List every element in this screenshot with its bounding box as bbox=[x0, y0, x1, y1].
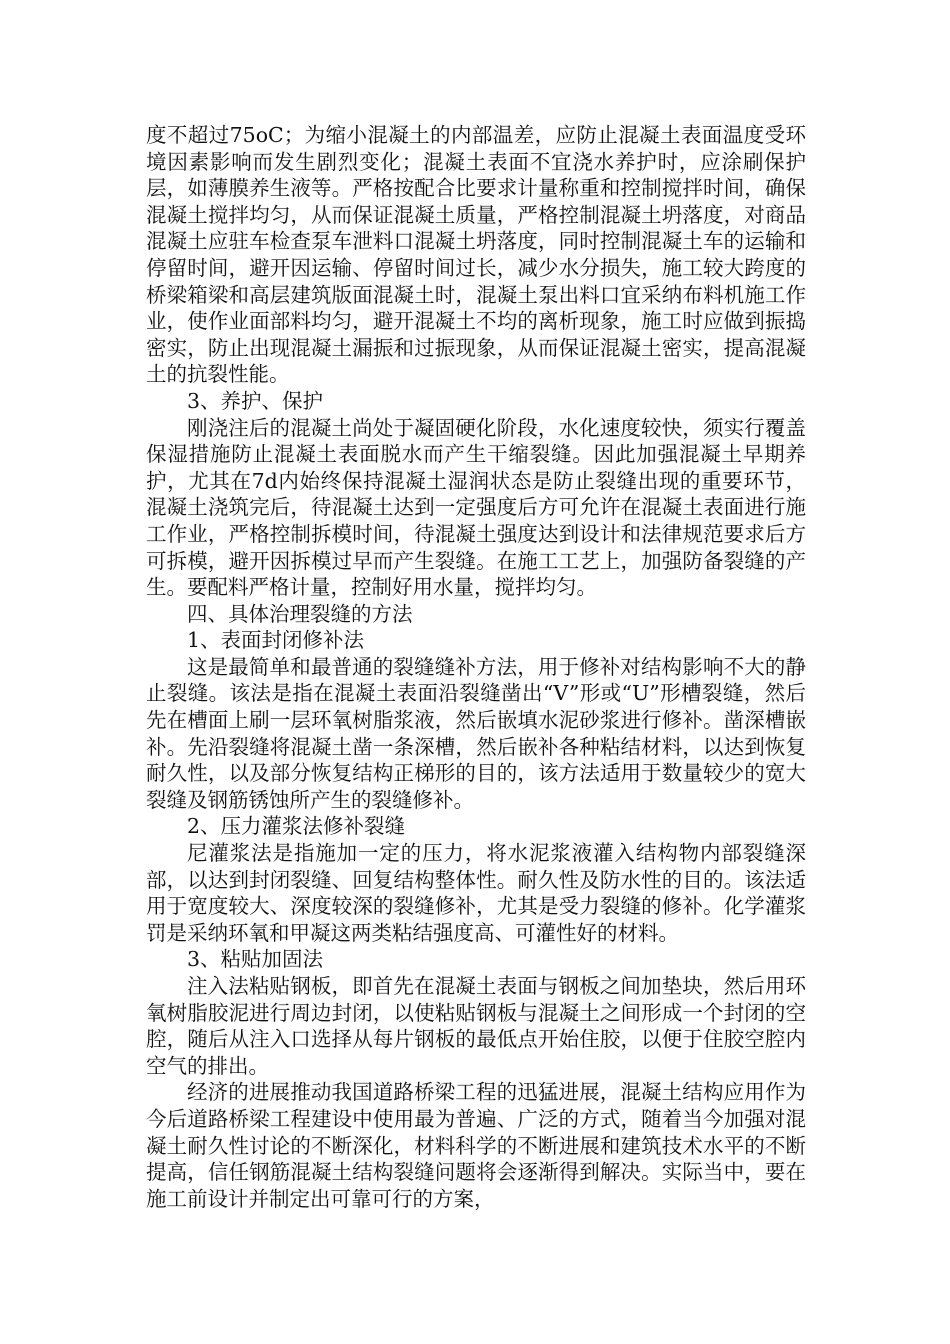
heading-bonding-reinforcement: 3、粘贴加固法 bbox=[187, 947, 324, 972]
heading-crack-treatment-methods: 四、具体治理裂缝的方法 bbox=[187, 601, 413, 626]
document-body bbox=[146, 122, 806, 1212]
paragraph-conclusion: 经济的进展推动我国道路桥梁工程的迅猛进展，混凝土结构应用作为今后道路桥梁工程建设中使用最为普遍、广泛的方式，随着当今加强对混凝土耐久性讨论的不断深化，材料科学的不断进展和建筑技术水平的不断提高，信任钢筋混凝土结构裂缝问题将会逐渐得到解决。实际当中，要在施工前设计并制定出可靠可行的方案， bbox=[146, 1080, 806, 1211]
paragraph-pressure-grouting: 尼灌浆法是指施加一定的压力，将水泥浆液灌入结构物内部裂缝深部，以达到封闭裂缝、回复结构整体性。耐久性及防水性的目的。该法适用于宽度较大、深度较深的裂缝修补，尤其是受力裂缝的修补。化学灌浆罚是采纳环氧和甲凝这两类粘结强度高、可灌性好的材料。 bbox=[146, 841, 806, 945]
paragraph-concrete-pouring-control: 度不超过75oC；为缩小混凝土的内部温差，应防止混凝土表面温度受环境因素影响而发生剧烈变化；混凝土表面不宜浇水养护时，应涂刷保护层，如薄膜养生液等。严格按配合比要求计量称重和控制搅拌时间，确保混凝土搅拌均匀，从而保证混凝土质量，严格控制混凝土坍落度，对商品混凝土应驻车检查泵车泄料口混凝土坍落度，同时控制混凝土车的运输和停留时间，避开因运输、停留时间过长，减少水分损失，施工较大跨度的桥梁箱梁和高层建筑版面混凝土时，混凝土泵出料口宜采纳布料机施工作业，使作业面部料均匀，避开混凝土不均的离析现象，施工时应做到振捣密实，防止出现混凝土漏振和过振现象，从而保证混凝土密实，提高混凝土的抗裂性能。 bbox=[146, 123, 806, 387]
paragraph-bonding-reinforcement: 注入法粘贴钢板，即首先在混凝土表面与钢板之间加垫块，然后用环氧树脂胶泥进行周边封闭，以使粘贴钢板与混凝土之间形成一个封闭的空腔，随后从注入口选择从每片钢板的最低点开始住胶，以便于住胶空腔内空气的排出。 bbox=[146, 974, 806, 1078]
paragraph-curing: 刚浇注后的混凝土尚处于凝固硬化阶段，水化速度较快，须实行覆盖保湿措施防止混凝土表面脱水而产生干缩裂缝。因此加强混凝土早期养护，尤其在7d内始终保持混凝土湿润状态是防止裂缝出现的重要环节，混凝土浇筑完后，待混凝土达到一定强度后方可允许在混凝土表面进行施工作业，严格控制拆模时间，待混凝土强度达到设计和法律规范要求后方可拆模，避开因拆模过早而产生裂缝。在施工工艺上，加强防备裂缝的产生。要配料严格计量，控制好用水量，搅拌均匀。 bbox=[146, 415, 806, 600]
heading-pressure-grouting: 2、压力灌浆法修补裂缝 bbox=[187, 814, 406, 839]
paragraph-surface-sealing: 这是最简单和最普通的裂缝缝补方法，用于修补对结构影响不大的静止裂缝。该法是指在混凝土表面沿裂缝凿出“V”形或“U”形槽裂缝，然后先在槽面上刷一层环氧树脂浆液，然后嵌填水泥砂浆进行修补。凿深槽嵌补。先沿裂缝将混凝土凿一条深槽，然后嵌补各种粘结材料，以达到恢复耐久性，以及部分恢复结构正梯形的目的，该方法适用于数量较少的宽大裂缝及钢筋锈蚀所产生的裂缝修补。 bbox=[146, 654, 806, 812]
heading-surface-sealing: 1、表面封闭修补法 bbox=[187, 628, 365, 653]
heading-curing-protection: 3、养护、保护 bbox=[187, 388, 324, 413]
